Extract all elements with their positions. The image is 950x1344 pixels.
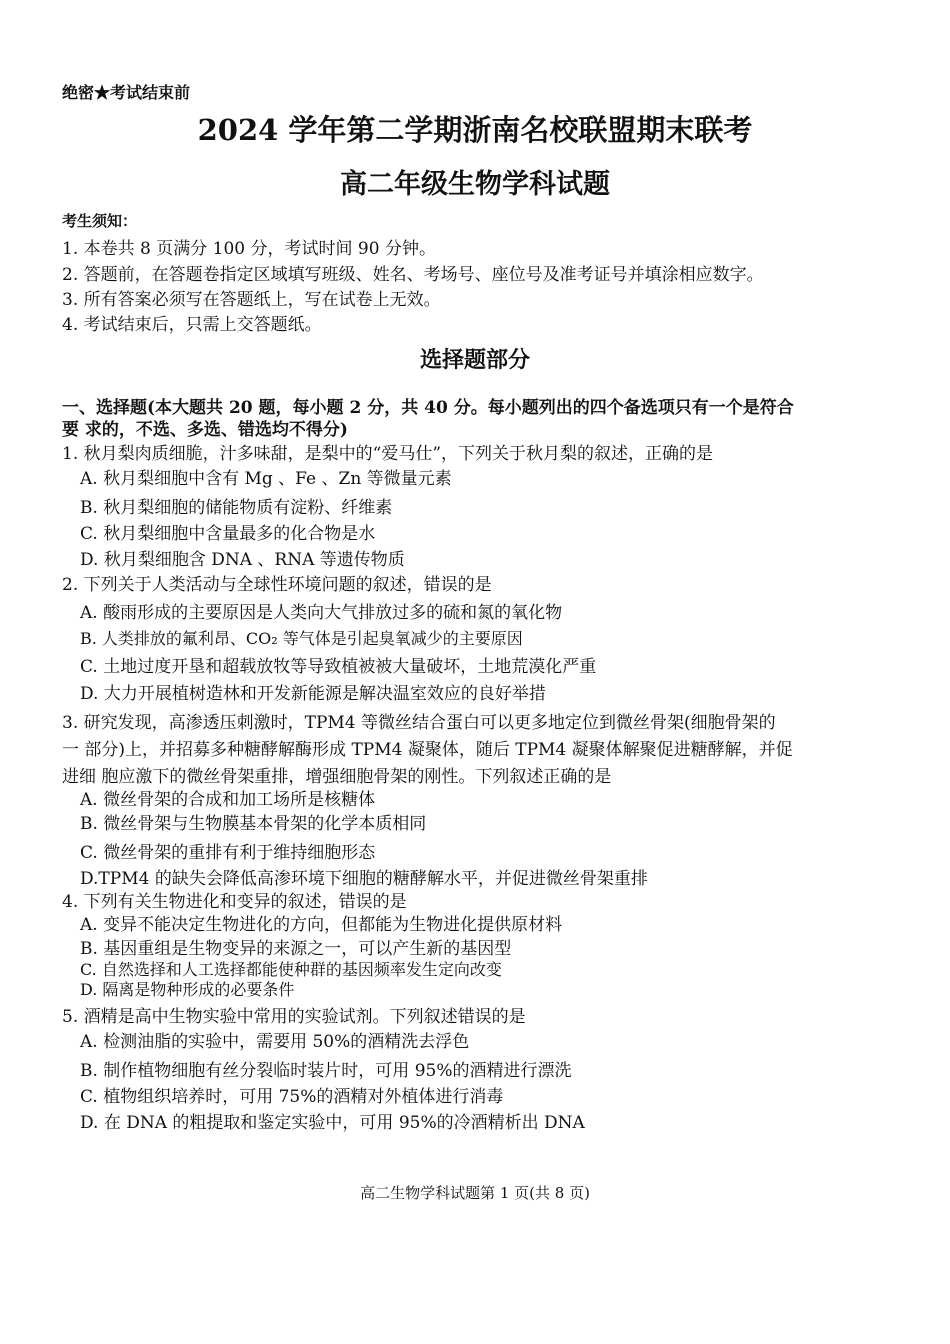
- question-option: C. 植物组织培养时，可用 75%的酒精对外植体进行消毒: [80, 1087, 504, 1107]
- question-option: C. 自然选择和人工选择都能使种群的基因频率发生定向改变: [80, 960, 502, 979]
- question-stem: 5. 酒精是高中生物实验中常用的实验试剂。下列叙述错误的是: [62, 1007, 526, 1027]
- question-stem: 一 部分)上，并招募多种糖酵解酶形成 TPM4 凝聚体，随后 TPM4 凝聚体解聚促进糖酵解，并促: [62, 740, 793, 760]
- section-instruction: 要 求的，不选、多选、错选均不得分): [62, 420, 348, 440]
- question-option: A. 检测油脂的实验中，需要用 50%的酒精洗去浮色: [80, 1032, 470, 1052]
- question-option: C. 土地过度开垦和超载放牧等导致植被被大量破坏，土地荒漠化严重: [80, 657, 597, 677]
- notice-item: 1. 本卷共 8 页满分 100 分，考试时间 90 分钟。: [62, 239, 436, 259]
- notice-item: 2. 答题前，在答题卷指定区域填写班级、姓名、考场号、座位号及准考证号并填涂相应数字。: [62, 265, 764, 285]
- question-stem: 2. 下列关于人类活动与全球性环境问题的叙述，错误的是: [62, 575, 492, 595]
- question-option: A. 微丝骨架的合成和加工场所是核糖体: [80, 790, 376, 810]
- question-option: B. 制作植物细胞有丝分裂临时装片时，可用 95%的酒精进行漂洗: [80, 1061, 572, 1081]
- exam-title: 2024 学年第二学期浙南名校联盟期末联考: [197, 113, 753, 147]
- question-stem: 进细 胞应激下的微丝骨架重排，增强细胞骨架的刚性。下列叙述正确的是: [62, 767, 612, 787]
- question-option: A. 变异不能决定生物进化的方向，但都能为生物进化提供原材料: [80, 915, 563, 935]
- question-option: D. 秋月梨细胞含 DNA 、RNA 等遗传物质: [80, 550, 405, 570]
- section-title: 选择题部分: [419, 347, 530, 373]
- notice-item: 3. 所有答案必须写在答题纸上，写在试卷上无效。: [62, 290, 441, 310]
- question-option: D. 隔离是物种形成的必要条件: [80, 980, 295, 999]
- confidential-label: 绝密★考试结束前: [62, 83, 191, 102]
- question-option: A. 秋月梨细胞中含有 Mg 、Fe 、Zn 等微量元素: [80, 469, 452, 489]
- notice-item: 4. 考试结束后，只需上交答题纸。: [62, 315, 322, 335]
- section-instruction: 一、选择题(本大题共 20 题，每小题 2 分，共 40 分。每小题列出的四个备选项只有一个是符合: [62, 398, 794, 418]
- page-footer: 高二生物学科试题第 1 页(共 8 页): [360, 1184, 590, 1202]
- question-option: C. 微丝骨架的重排有利于维持细胞形态: [80, 843, 376, 863]
- exam-subtitle: 高二年级生物学科试题: [340, 169, 610, 200]
- question-option: B. 微丝骨架与生物膜基本骨架的化学本质相同: [80, 814, 427, 834]
- question-option: D. 在 DNA 的粗提取和鉴定实验中，可用 95%的冷酒精析出 DNA: [80, 1113, 585, 1133]
- question-option: B. 基因重组是生物变异的来源之一，可以产生新的基因型: [80, 939, 512, 959]
- question-stem: 1. 秋月梨肉质细脆，汁多味甜，是梨中的“爱马仕”，下列关于秋月梨的叙述，正确的是: [62, 444, 714, 464]
- question-option: B. 秋月梨细胞的储能物质有淀粉、纤维素: [80, 498, 393, 518]
- question-option: A. 酸雨形成的主要原因是人类向大气排放过多的硫和氮的氧化物: [80, 603, 563, 623]
- question-stem: 3. 研究发现，高渗透压刺激时，TPM4 等微丝结合蛋白可以更多地定位到微丝骨架(细胞骨架的: [62, 713, 776, 733]
- question-stem: 4. 下列有关生物进化和变异的叙述，错误的是: [62, 892, 407, 912]
- notice-heading: 考生须知：: [62, 212, 138, 230]
- question-option: C. 秋月梨细胞中含量最多的化合物是水: [80, 524, 376, 544]
- question-option: D.TPM4 的缺失会降低高渗环境下细胞的糖酵解水平，并促进微丝骨架重排: [80, 869, 648, 889]
- question-option: D. 大力开展植树造林和开发新能源是解决温室效应的良好举措: [80, 684, 546, 704]
- question-option: B. 人类排放的氟利昂、CO₂ 等气体是引起臭氧减少的主要原因: [80, 629, 523, 648]
